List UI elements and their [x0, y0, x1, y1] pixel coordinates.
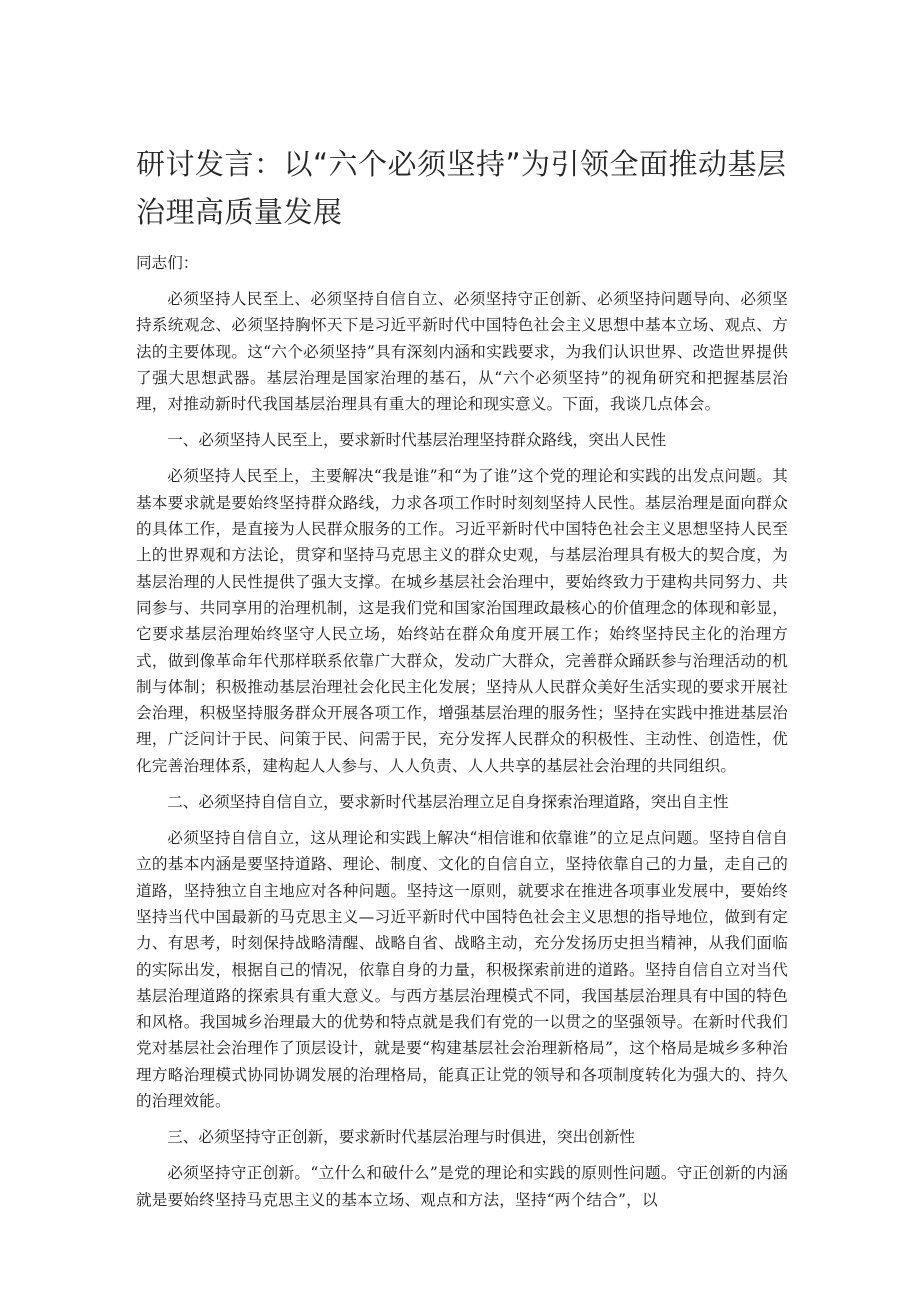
- section-body-2: 必须坚持自信自立，这从理论和实践上解决“相信谁和依靠谁”的立足点问题。坚持自信自立的基本内涵是要坚持道路、理论、制度、文化的自信自立，坚持依靠自己的力量，走自己的道路，坚持独立自主地应对各种问题。坚持这一原则，就要求在推进各项事业发展中，要始终坚持当代中国最新的马克思主义—习近平新时代中国特色社会主义思想的指导地位，做到有定力、有思考，时刻保持战略清醒、战略自省、战略主动，充分发扬历史担当精神，从我们面临的实际出发，根据自己的情况，依靠自身的力量，积极探索前进的道路。坚持自信自立对当代基层治理道路的探索具有重大意义。与西方基层治理模式不同，我国基层治理具有中国的特色和风格。我国城乡治理最大的优势和特点就是我们有党的一以贯之的坚强领导。在新时代我们党对基层社会治理作了顶层设计，就是要“构建基层社会治理新格局”，这个格局是城乡多种治理方略治理模式协同协调发展的治理格局，能真正让党的领导和各项制度转化为强大的、持久的治理效能。: [136, 829, 788, 1111]
- section-heading-2: 二、必须坚持自信自立，要求新时代基层治理立足自身探索治理道路，突出自主性: [167, 793, 729, 812]
- section-heading-1: 一、必须坚持人民至上，要求新时代基层治理坚持群众路线，突出人民性: [167, 431, 667, 450]
- document-content: [136, 140, 788, 1223]
- document-title: 研讨发言：以“六个必须坚持”为引领全面推动基层治理高质量发展: [136, 147, 787, 229]
- section-heading-3: 三、必须坚持守正创新，要求新时代基层治理与时俱进，突出创新性: [167, 1128, 636, 1147]
- intro-paragraph: 必须坚持人民至上、必须坚持自信自立、必须坚持守正创新、必须坚持问题导向、必须坚持系统观念、必须坚持胸怀天下是习近平新时代中国特色社会主义思想中基本立场、观点、方法的主要体现。这“六个必须坚持”具有深刻内涵和实践要求，为我们认识世界、改造世界提供了强大思想武器。基层治理是国家治理的基石，从“六个必须坚持”的视角研究和把握基层治理，对推动新时代我国基层治理具有重大的理论和现实意义。下面，我谈几点体会。: [136, 290, 788, 414]
- greeting: 同志们：: [136, 254, 199, 272]
- section-body-1: 必须坚持人民至上，主要解决“我是谁”和“为了谁”这个党的理论和实践的出发点问题。其基本要求就是要始终坚持群众路线，力求各项工作时时刻刻坚持人民性。基层治理是面向群众的具体工作，是直接为人民群众服务的工作。习近平新时代中国特色社会主义思想坚持人民至上的世界观和方法论，贯穿和坚持马克思主义的群众史观，与基层治理具有极大的契合度，为基层治理的人民性提供了强大支撑。在城乡基层社会治理中，要始终致力于建构共同努力、共同参与、共同享用的治理机制，这是我们党和国家治国理政最核心的价值理念的体现和彰显，它要求基层治理始终坚守人民立场，始终站在群众角度开展工作；始终坚持民主化的治理方式，做到像革命年代那样联系依靠广大群众，发动广大群众，完善群众踊跃参与治理活动的机制与体制；积极推动基层治理社会化民主化发展；坚持从人民群众美好生活实现的要求开展社会治理，积极坚持服务群众开展各项工作，增强基层治理的服务性；坚持在实践中推进基层治理，广泛问计于民、问策于民、问需于民，充分发挥人民群众的积极性、主动性、创造性，优化完善治理体系，建构起人人参与、人人负责、人人共享的基层社会治理的共同组织。: [136, 467, 788, 775]
- section-body-3: 必须坚持守正创新。“立什么和破什么”是党的理论和实践的原则性问题。守正创新的内涵就是要始终坚持马克思主义的基本立场、观点和方法，坚持“两个结合”，以: [136, 1164, 788, 1209]
